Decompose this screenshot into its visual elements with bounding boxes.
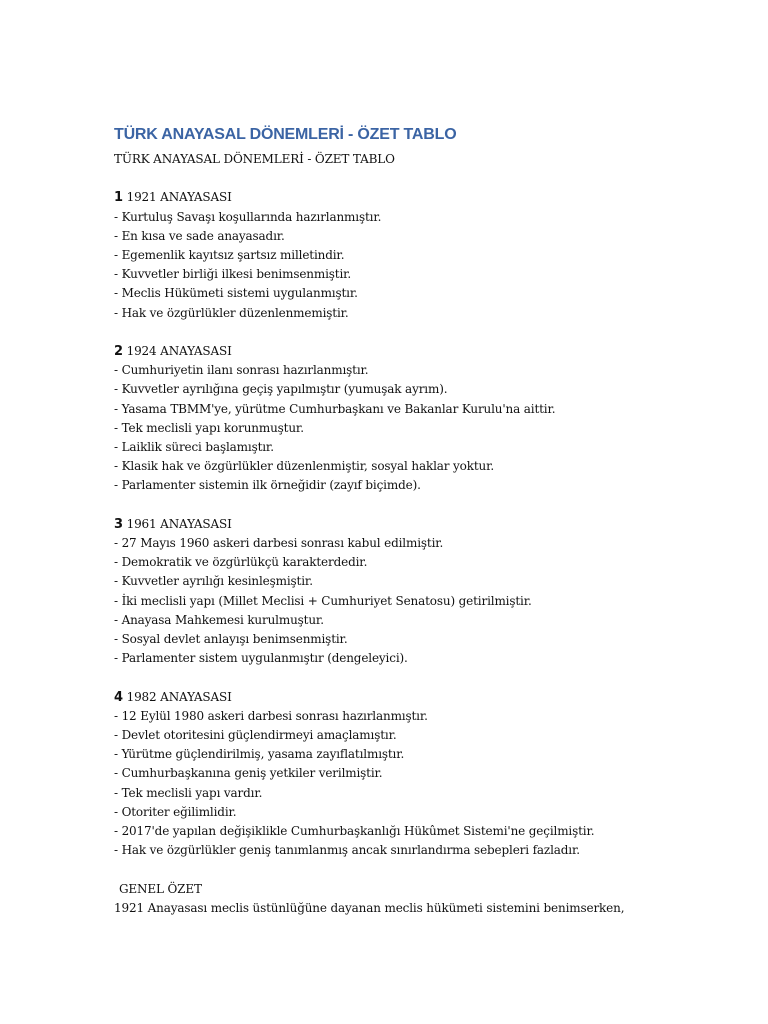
section-title-text: 1921 ANAYASASI	[126, 190, 232, 205]
document-heading: TÜRK ANAYASAL DÖNEMLERİ - ÖZET TABLO	[114, 126, 457, 143]
list-item: - Egemenlik kayıtsız şartsız milletindir.	[114, 248, 345, 262]
list-item: - Tek meclisli yapı korunmuştur.	[114, 420, 304, 435]
section-title-text: 1982 ANAYASASI	[126, 689, 232, 704]
list-item: - Kuvvetler ayrılığı kesinleşmiştir.	[114, 574, 313, 589]
section-title-text: 1961 ANAYASASI	[126, 516, 232, 531]
constitution-section	[114, 342, 734, 496]
list-item: - Parlamenter sistem uygulanmıştır (dengeleyici).	[114, 651, 408, 666]
list-item: - 12 Eylül 1980 askeri darbesi sonrası hazırlanmıştır.	[114, 708, 428, 723]
section-title	[114, 688, 734, 707]
sections-container	[114, 188, 734, 860]
summary-text: 1921 Anayasası meclis üstünlüğüne dayanan meclis hükümeti sistemini benimserken,	[114, 900, 625, 915]
list-item: - Demokratik ve özgürlükçü karakterdedir.	[114, 555, 368, 570]
document-subtitle: TÜRK ANAYASAL DÖNEMLERİ - ÖZET TABLO	[114, 152, 395, 166]
list-item: - Tek meclisli yapı vardır.	[114, 785, 263, 800]
list-item: - 27 Mayıs 1960 askeri darbesi sonrası kabul edilmiştir.	[114, 536, 444, 551]
section-title	[114, 515, 734, 534]
document-page	[114, 124, 734, 918]
list-item: - Devlet otoritesini güçlendirmeyi amaçlamıştır.	[114, 728, 397, 743]
summary-title: GENEL ÖZET	[119, 881, 202, 896]
list-item: - İki meclisli yapı (Millet Meclisi + Cumhuriyet Senatosu) getirilmiştir.	[114, 593, 532, 608]
list-item: - Yasama TBMM'ye, yürütme Cumhurbaşkanı ve Bakanlar Kurulu'na aittir.	[114, 401, 556, 416]
list-item: - Kuvvetler ayrılığına geçiş yapılmıştır (yumuşak ayrım).	[114, 382, 448, 397]
list-item: - Cumhuriyetin ilanı sonrası hazırlanmıştır.	[114, 363, 369, 378]
constitution-section	[114, 515, 734, 669]
section-number: 4	[114, 689, 123, 705]
section-title	[114, 342, 734, 361]
section-number: 3	[114, 516, 123, 532]
list-item: - Meclis Hükümeti sistemi uygulanmıştır.	[114, 286, 358, 301]
list-item: - Hak ve özgürlükler geniş tanımlanmış ancak sınırlandırma sebepleri fazladır.	[114, 843, 580, 858]
list-item: - En kısa ve sade anayasadır.	[114, 228, 285, 243]
section-number: 1	[114, 190, 123, 206]
list-item: - Kurtuluş Savaşı koşullarında hazırlanmıştır.	[114, 209, 382, 224]
list-item: - Yürütme güçlendirilmiş, yasama zayıflatılmıştır.	[114, 747, 405, 762]
list-item: - Otoriter eğilimlidir.	[114, 804, 237, 819]
list-item: - 2017'de yapılan değişiklikle Cumhurbaşkanlığı Hükûmet Sistemi'ne geçilmiştir.	[114, 824, 595, 839]
section-title-text: 1924 ANAYASASI	[126, 344, 232, 358]
list-item: - Cumhurbaşkanına geniş yetkiler verilmiştir.	[114, 766, 383, 781]
list-item: - Sosyal devlet anlayışı benimsenmiştir.	[114, 632, 348, 647]
list-item: - Anayasa Mahkemesi kurulmuştur.	[114, 612, 324, 627]
list-item: - Klasik hak ve özgürlükler düzenlenmiştir, sosyal haklar yoktur.	[114, 459, 495, 474]
constitution-section	[114, 688, 734, 861]
summary-section	[114, 880, 734, 918]
list-item: - Laiklik süreci başlamıştır.	[114, 440, 274, 455]
section-title	[114, 188, 734, 207]
list-item: - Parlamenter sistemin ilk örneğidir (zayıf biçimde).	[114, 478, 421, 493]
constitution-section	[114, 188, 734, 322]
section-number: 2	[114, 344, 123, 359]
list-item: - Kuvvetler birliği ilkesi benimsenmiştir.	[114, 267, 352, 282]
list-item: - Hak ve özgürlükler düzenlenmemiştir.	[114, 305, 349, 320]
